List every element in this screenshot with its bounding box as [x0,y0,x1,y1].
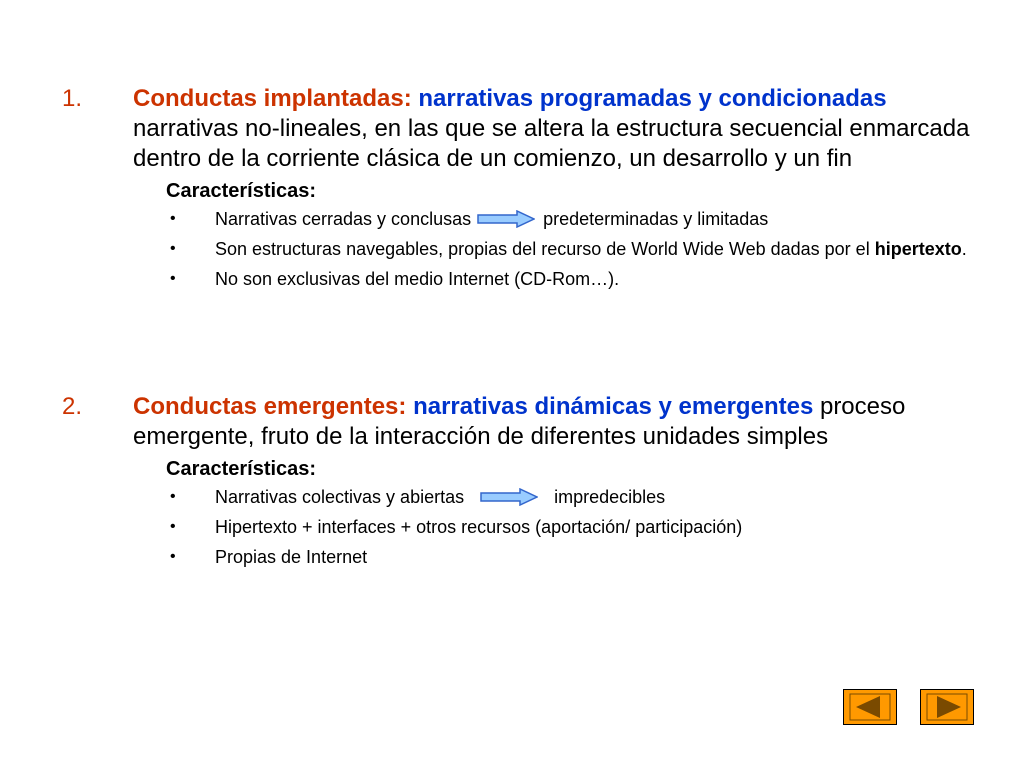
section-2-feature-list [166,486,972,568]
list-item [166,268,972,290]
section-2 [62,392,972,576]
bullet-icon: • [170,240,176,257]
feature-bold-term: hipertexto [874,239,962,259]
section-2-paragraph [62,392,972,452]
triangle-left-icon [844,690,896,724]
section-2-features-title: Características: [166,458,317,480]
section-1-heading-topic: narrativas programadas y condicionadas [418,85,887,112]
section-1-feature-list [166,208,972,290]
triangle-right-icon [921,690,973,724]
feature-text: Narrativas cerradas y conclusas [215,209,472,229]
section-2-description: proceso emergente, fruto de la interacción de diferentes unidades simples [133,393,906,450]
section-1-description: narrativas no-lineales, en las que se altera la estructura secuencial enmarcada dentro de la corriente clásica de un comienzo, un desarrollo y un fin [133,115,970,172]
bullet-icon: • [170,270,176,287]
section-1-number: 1. [62,85,83,112]
section-2-number: 2. [62,393,83,420]
list-item [166,486,972,508]
feature-text: No son exclusivas del medio Internet (CD-Rom…). [215,269,620,289]
feature-suffix: . [961,239,967,259]
section-1-features-title: Características: [166,180,317,202]
list-item [166,546,972,568]
section-2-heading-label: Conductas emergentes: [133,393,407,420]
feature-text: Propias de Internet [215,547,368,567]
section-1 [62,84,972,298]
feature-text: Son estructuras navegables, propias del recurso de World Wide Web dadas por el [215,239,875,259]
feature-text: Hipertexto + interfaces + otros recursos (aportación/ participación) [215,517,743,537]
list-item [166,208,972,230]
feature-arrow-target: predeterminadas y limitadas [543,209,769,229]
bullet-icon: • [170,488,176,505]
section-1-heading-label: Conductas implantadas: [133,85,412,112]
bullet-icon: • [170,548,176,565]
section-2-heading-topic: narrativas dinámicas y emergentes [413,393,814,420]
feature-arrow-target: impredecibles [554,487,666,507]
section-1-paragraph [62,84,972,174]
list-item [166,516,972,538]
section-1-features [166,178,972,290]
right-arrow-icon [480,488,538,506]
section-2-features [166,456,972,568]
bullet-icon: • [170,518,176,535]
list-item [166,238,972,260]
bullet-icon: • [170,210,176,227]
feature-text: Narrativas colectivas y abiertas [215,487,465,507]
right-arrow-icon [477,210,535,228]
next-slide-button[interactable] [920,689,974,725]
previous-slide-button[interactable] [843,689,897,725]
